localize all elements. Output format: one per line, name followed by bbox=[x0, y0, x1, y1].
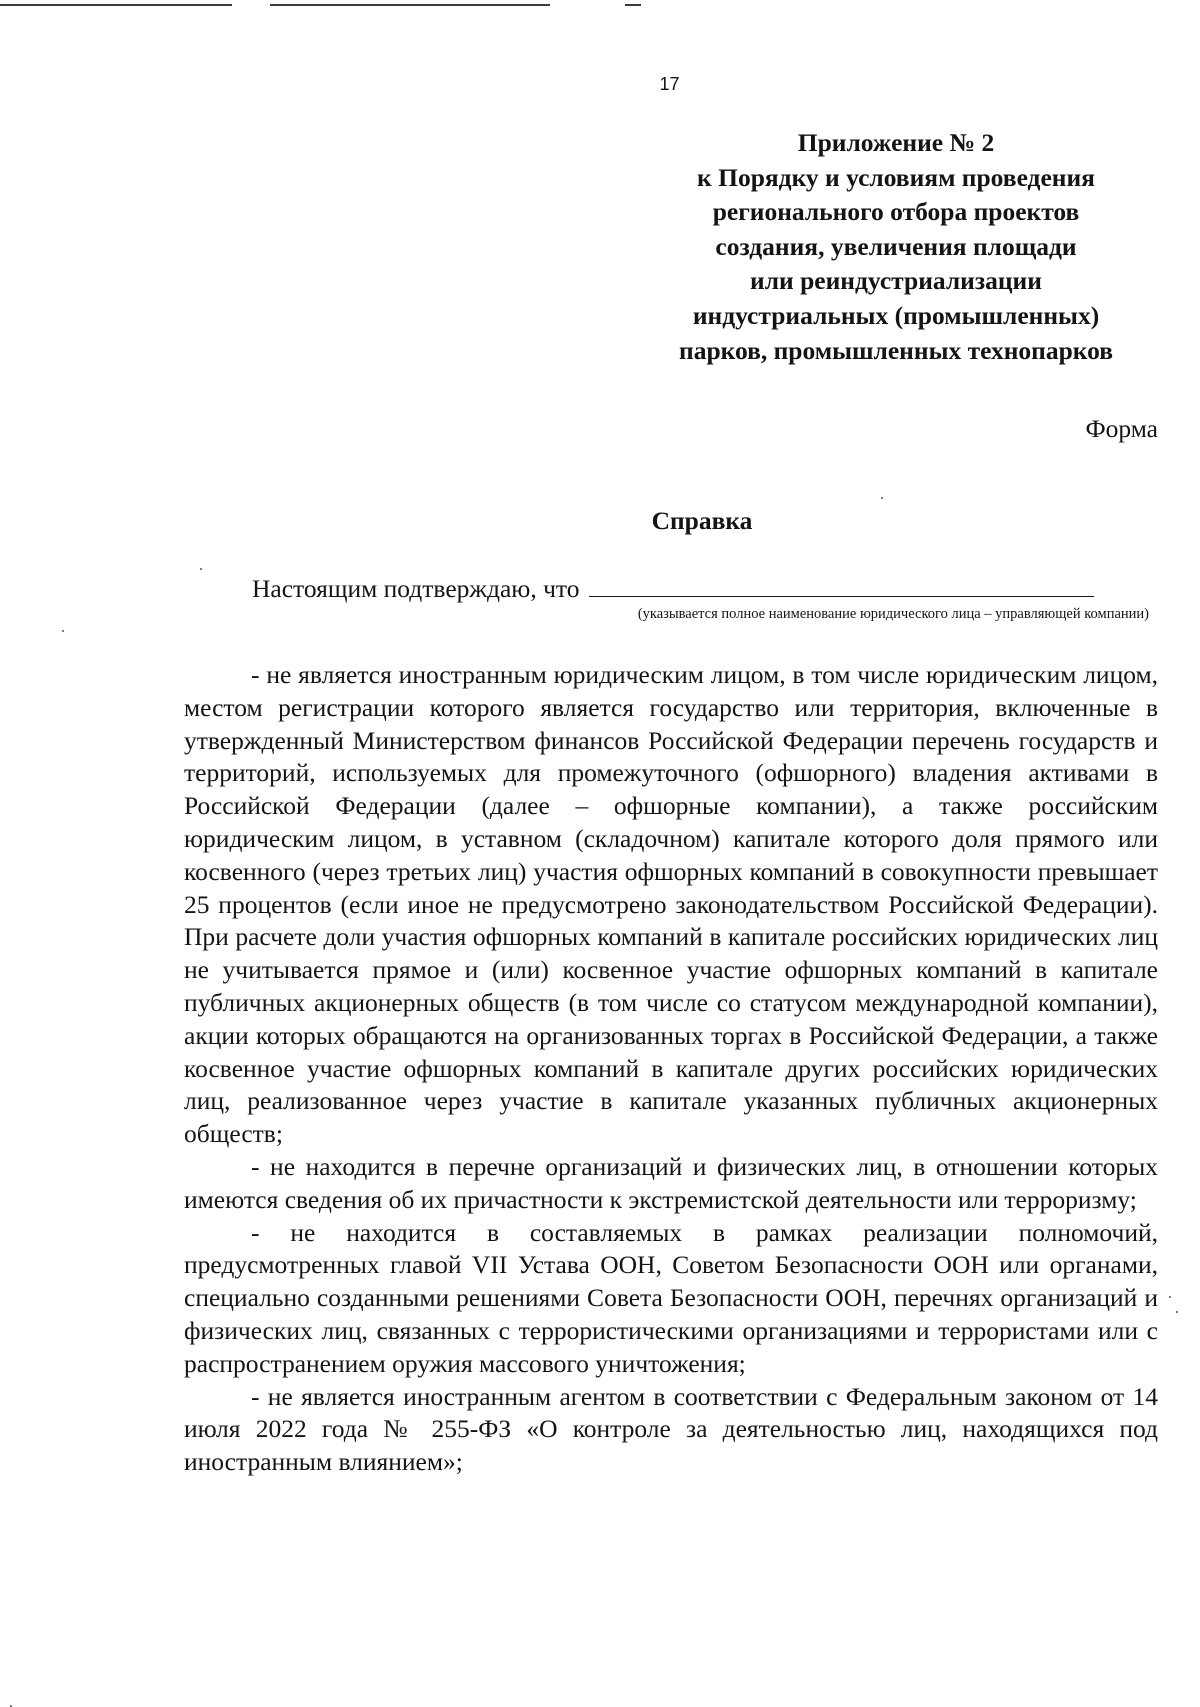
declaration-paragraph: - не является иностранным агентом в соответствии с Федеральным законом от 14 июля 2022 года № 255-ФЗ «О контроле за деятельностью лиц, находящихся под иностранным влиянием»; bbox=[184, 1381, 1158, 1477]
confirmation-line bbox=[252, 574, 1094, 604]
scan-speck bbox=[881, 497, 883, 499]
scan-speck bbox=[1176, 1311, 1178, 1313]
form-label: Форма bbox=[1085, 414, 1158, 443]
declaration-paragraph: - не является иностранным юридическим лицом, в том числе юридическим лицом, местом регистрации которого является государство или территория, включенные в утвержденный Министерством финансов Российской Федерации перечень государств и территорий, используемых для промежуточного (офшорного) владения активами в Российской Федерации (далее – офшорные компании), а также российским юридическим лицом, в уставном (складочном) капитале которого доля прямого или косвенного (через третьих лиц) участия офшорных компаний в совокупности превышает 25 процентов (если иное не предусмотрено законодательством Российской Федерации). При расчете доли участия офшорных компаний в капитале российских юридических лиц не учитывается прямое и (или) косвенное участие офшорных компаний в капитале публичных акционерных обществ (в том числе со статусом международной компании), акции которых обращаются на организованных торгах в Российской Федерации, а также косвенное участие офшорных компаний в капитале других российских юридических лиц, реализованное через участие в капитале указанных публичных акционерных обществ; bbox=[184, 660, 1158, 1149]
appendix-line: парков, промышленных технопарков bbox=[679, 335, 1113, 365]
declaration-body bbox=[184, 659, 1158, 1479]
appendix-line: регионального отбора проектов bbox=[712, 197, 1080, 227]
company-name-hint: (указывается полное наименование юридического лица – управляющей компании) bbox=[637, 606, 1149, 622]
declaration-paragraph: - не находится в составляемых в рамках реализации полномочий, предусмотренных главой VII Устава ООН, Советом Безопасности ООН или органами, специально созданными решениями Совета Безопасности ООН, перечнях организаций и физических лиц, связанных с террористическими организациями и террористами или с распространением оружия массового уничтожения; bbox=[184, 1217, 1158, 1378]
scan-edge-line bbox=[625, 4, 641, 6]
appendix-header bbox=[636, 126, 1156, 368]
document-title: Справка bbox=[651, 506, 753, 535]
scan-speck bbox=[62, 630, 64, 632]
company-name-blank bbox=[589, 574, 1094, 597]
appendix-line: создания, увеличения площади bbox=[715, 231, 1077, 261]
appendix-line: Приложение № 2 bbox=[797, 128, 995, 157]
appendix-line: или реиндустриализации bbox=[750, 266, 1042, 296]
appendix-line: индустриальных (промышленных) bbox=[692, 300, 1100, 330]
page-number: 17 bbox=[659, 74, 680, 94]
declaration-paragraph: - не находится в перечне организаций и физических лиц, в отношении которых имеются сведения об их причастности к экстремистской деятельности или терроризму; bbox=[184, 1151, 1158, 1214]
confirmation-lead: Настоящим подтверждаю, что bbox=[252, 574, 580, 603]
scan-speck bbox=[200, 568, 202, 570]
scan-edge-line bbox=[270, 4, 550, 6]
appendix-line: к Порядку и условиям проведения bbox=[697, 162, 1095, 192]
scan-edge-line bbox=[0, 4, 232, 6]
scan-speck bbox=[1169, 1296, 1171, 1298]
